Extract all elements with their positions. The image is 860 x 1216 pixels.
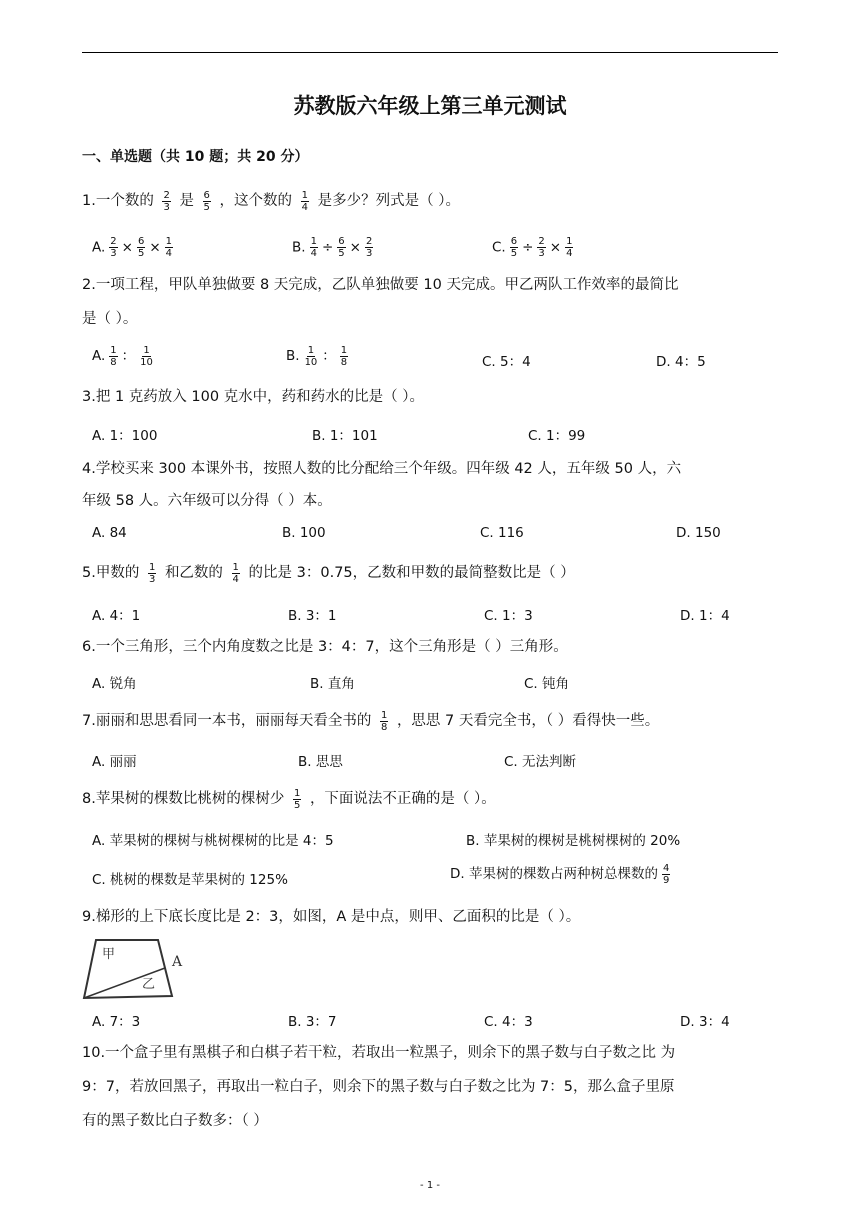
fraction: $\frac{2}{3}$ [163, 189, 170, 213]
question-10-line1: 10.一个盒子里有黑棋子和白棋子若干粒，若取出一粒黑子，则余下的黑子数与白子数之比 为 [82, 1045, 676, 1061]
option-7b[interactable]: B. 思思 [298, 754, 343, 770]
option-6c[interactable]: C. 钝角 [524, 676, 570, 692]
question-10-line3: 有的黑子数比白子数多：（ ） [82, 1113, 268, 1129]
fraction: $\frac{6}{5}$ [203, 189, 210, 213]
option-9c[interactable]: C. 4：3 [484, 1014, 533, 1030]
question-6: 6.一个三角形，三个内角度数之比是 3：4：7，这个三角形是（ ）三角形。 [82, 639, 568, 655]
question-1: 1.一个数的 $\frac{2}{3}$ 是 $\frac{6}{5}$ ，这个数的 $\frac{1}{4}$ 是多少？列式是（ ）。 [82, 189, 460, 213]
label-yi: 乙 [142, 977, 156, 992]
option-9d[interactable]: D. 3：4 [680, 1014, 730, 1030]
question-4-line2: 年级 58 人。六年级可以分得（ ）本。 [82, 493, 332, 509]
question-7: 7.丽丽和思思看同一本书，丽丽每天看全书的 $\frac{1}{8}$ ，思思 7 天看完全书，（ ）看得快一些。 [82, 709, 660, 733]
option-9a[interactable]: A. 7：3 [92, 1014, 141, 1030]
option-8d[interactable]: D. 苹果树的棵数占两种树总棵数的 $\frac{4}{9}$ [450, 862, 670, 886]
option-2d[interactable]: D. 4：5 [656, 354, 706, 370]
option-2b[interactable]: B. $\frac{1}{10}$ ： $\frac{1}{8}$ [286, 344, 348, 368]
question-5: 5.甲数的 $\frac{1}{3}$ 和乙数的 $\frac{1}{4}$ 的比是 3：0.75，乙数和甲数的最简整数比是（ ） [82, 561, 575, 585]
option-5a[interactable]: A. 4：1 [92, 608, 141, 624]
section-heading: 一、单选题（共 10 题；共 20 分） [82, 149, 309, 165]
option-1c[interactable]: C. $\frac{6}{5}$ ÷ $\frac{2}{3}$ × $\frac{1}{4}$ [492, 236, 573, 259]
option-7a[interactable]: A. 丽丽 [92, 754, 137, 770]
option-4c[interactable]: C. 116 [480, 525, 524, 541]
header-rule [82, 52, 778, 53]
option-7c[interactable]: C. 无法判断 [504, 754, 577, 770]
option-3b[interactable]: B. 1：101 [312, 428, 378, 444]
option-4b[interactable]: B. 100 [282, 525, 326, 541]
option-2a[interactable]: A. $\frac{1}{8}$ ： $\frac{1}{10}$ [92, 344, 153, 368]
fraction: $\frac{1}{3}$ [148, 561, 156, 585]
fraction: $\frac{1}{4}$ [301, 189, 309, 213]
option-8c[interactable]: C. 桃树的棵数是苹果树的 125% [92, 872, 288, 888]
option-4d[interactable]: D. 150 [676, 525, 721, 541]
option-9b[interactable]: B. 3：7 [288, 1014, 337, 1030]
option-4a[interactable]: A. 84 [92, 525, 127, 541]
option-1a[interactable]: A. $\frac{2}{3}$ × $\frac{6}{5}$ × $\frac{1}{4}$ [92, 236, 173, 259]
option-5d[interactable]: D. 1：4 [680, 608, 730, 624]
option-5b[interactable]: B. 3：1 [288, 608, 337, 624]
fraction: $\frac{1}{8}$ [380, 709, 388, 733]
question-9: 9.梯形的上下底长度比是 2：3，如图，A 是中点，则甲、乙面积的比是（ ）。 [82, 909, 581, 925]
question-2-line2: 是（ ）。 [82, 311, 138, 327]
option-5c[interactable]: C. 1：3 [484, 608, 533, 624]
label-a: A [172, 954, 183, 970]
option-3c[interactable]: C. 1：99 [528, 428, 586, 444]
page-number: - 1 - [420, 1180, 440, 1191]
option-6b[interactable]: B. 直角 [310, 676, 355, 692]
question-8: 8.苹果树的棵数比桃树的棵树少 $\frac{1}{5}$ ，下面说法不正确的是（ ）。 [82, 787, 496, 811]
question-10-line2: 9：7，若放回黑子，再取出一粒白子，则余下的黑子数与白子数之比为 7：5，那么盒子里原 [82, 1079, 675, 1095]
option-2c[interactable]: C. 5：4 [482, 354, 531, 370]
option-6a[interactable]: A. 锐角 [92, 676, 137, 692]
fraction: $\frac{1}{5}$ [293, 787, 301, 811]
question-2-line1: 2.一项工程，甲队单独做要 8 天完成，乙队单独做要 10 天完成。甲乙两队工作效率的最简比 [82, 277, 679, 293]
trapezoid-figure [82, 936, 192, 1004]
option-8b[interactable]: B. 苹果树的棵树是桃树棵树的 20% [466, 833, 681, 849]
question-4-line1: 4.学校买来 300 本课外书，按照人数的比分配给三个年级。四年级 42 人，五年级 50 人，六 [82, 461, 682, 477]
option-1b[interactable]: B. $\frac{1}{4}$ ÷ $\frac{6}{5}$ × $\frac{2}{3}$ [292, 236, 373, 259]
option-3a[interactable]: A. 1：100 [92, 428, 158, 444]
option-8a[interactable]: A. 苹果树的棵树与桃树棵树的比是 4：5 [92, 833, 334, 849]
label-jia: 甲 [102, 947, 116, 962]
question-3: 3.把 1 克药放入 100 克水中，药和药水的比是（ ）。 [82, 389, 425, 405]
page-title: 苏教版六年级上第三单元测试 [293, 94, 567, 118]
fraction: $\frac{1}{4}$ [232, 561, 239, 585]
